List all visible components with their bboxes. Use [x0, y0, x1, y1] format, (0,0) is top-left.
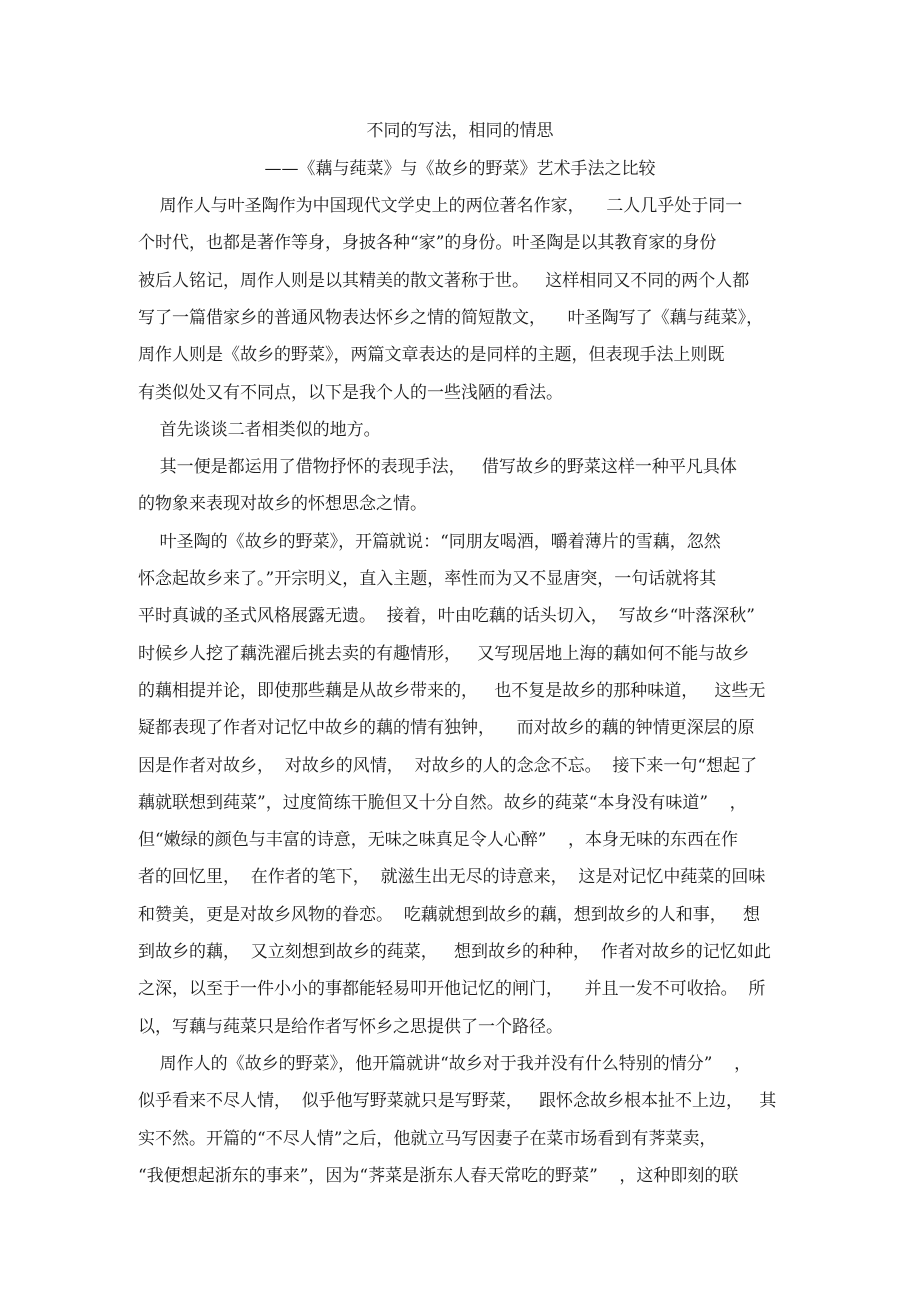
- text-line: 时候乡人挖了藕洗濯后挑去卖的有趣情形， 又写现居地上海的藕如何不能与故乡: [138, 643, 750, 664]
- text-line: 平时真诚的圣式风格展露无遗。 接着，叶由吃藕的话头切入， 写故乡“叶落深秋”: [138, 606, 755, 627]
- text-line: 其一便是都运用了借物抒怀的表现手法， 借写故乡的野菜这样一种平凡具体: [138, 457, 737, 478]
- text-line: 被后人铭记，周作人则是以其精美的散文著称于世。 这样相同又不同的两个人都: [138, 270, 750, 291]
- text-line: 怀念起故乡来了。”开宗明义，直入主题，率性而为又不显唐突，一句话就将其: [138, 569, 717, 589]
- text-line: 个时代，也都是著作等身，身披各种“家”的身份。叶圣陶是以其教育家的身份: [138, 233, 717, 254]
- text-line: 之深，以至于一件小小的事都能轻易叩开他记忆的闸门， 并且一发不可收拾。 所: [138, 979, 766, 1000]
- text-line: 首先谈谈二者相类似的地方。: [138, 419, 381, 440]
- text-line: 疑都表现了作者对记忆中故乡的藕的情有独钟， 而对故乡的藕的钟情更深层的原: [138, 718, 755, 739]
- text-line: 藕就联想到莼菜”，过度简练干脆但又十分自然。故乡的莼菜“本身没有味道” ，: [138, 792, 747, 813]
- text-line: 周作人的《故乡的野菜》，他开篇就讲“故乡对于我并没有什么特别的情分” ，: [138, 1053, 752, 1074]
- text-line: 和赞美，更是对故乡风物的眷恋。 吃藕就想到故乡的藕，想到故乡的人和事， 想: [138, 904, 761, 925]
- text-line: 到故乡的藕， 又立刻想到故乡的莼菜， 想到故乡的种种， 作者对故乡的记忆如此: [138, 942, 771, 962]
- text-line: 有类似处又有不同点，以下是我个人的一些浅陋的看法。: [138, 382, 563, 403]
- text-line: 的物象来表现对故乡的怀想思念之情。: [138, 494, 427, 515]
- text-line: 以，写藕与莼菜只是给作者写怀乡之思提供了一个路径。: [138, 1016, 563, 1037]
- text-line: 者的回忆里， 在作者的笔下， 就滋生出无尽的诗意来， 这是对记忆中莼菜的回味: [138, 867, 766, 888]
- text-line: 的藕相提并论，即使那些藕是从故乡带来的， 也不复是故乡的那种味道， 这些无: [138, 680, 766, 701]
- text-line: 叶圣陶的《故乡的野菜》，开篇就说：“同朋友喝酒，嚼着薄片的雪藕，忽然: [138, 531, 721, 552]
- text-line: 但“嫩绿的颜色与丰富的诗意，无味之味真足令人心醉” ，本身无味的东西在作: [138, 830, 738, 851]
- document-title: 不同的写法，相同的情思: [366, 121, 554, 141]
- text-line: 写了一篇借家乡的普通风物表达怀乡之情的简短散文， 叶圣陶写了《藕与莼菜》，: [138, 307, 764, 328]
- text-line: 周作人则是《故乡的野菜》，两篇文章表达的是同样的主题，但表现手法上则既: [138, 345, 725, 366]
- text-line: 实不然。开篇的“不尽人情”之后，他就立马写因妻子在菜市场看到有荠菜卖，: [138, 1128, 717, 1149]
- text-line: 似乎看来不尽人情， 似乎他写野菜就只是写野菜， 跟怀念故乡根本扯不上边， 其: [138, 1091, 777, 1112]
- text-line: “我便想起浙东的事来”，因为“荠菜是浙东人春天常吃的野菜” ，这种即刻的联: [138, 1165, 739, 1186]
- text-line: 周作人与叶圣陶作为中国现代文学史上的两位著名作家， 二人几乎处于同一: [138, 196, 743, 216]
- document-subtitle: ——《藕与莼菜》与《故乡的野菜》艺术手法之比较: [264, 159, 656, 179]
- text-line: 因是作者对故乡， 对故乡的风情， 对故乡的人的念念不忘。 接下来一句“想起了: [138, 755, 758, 776]
